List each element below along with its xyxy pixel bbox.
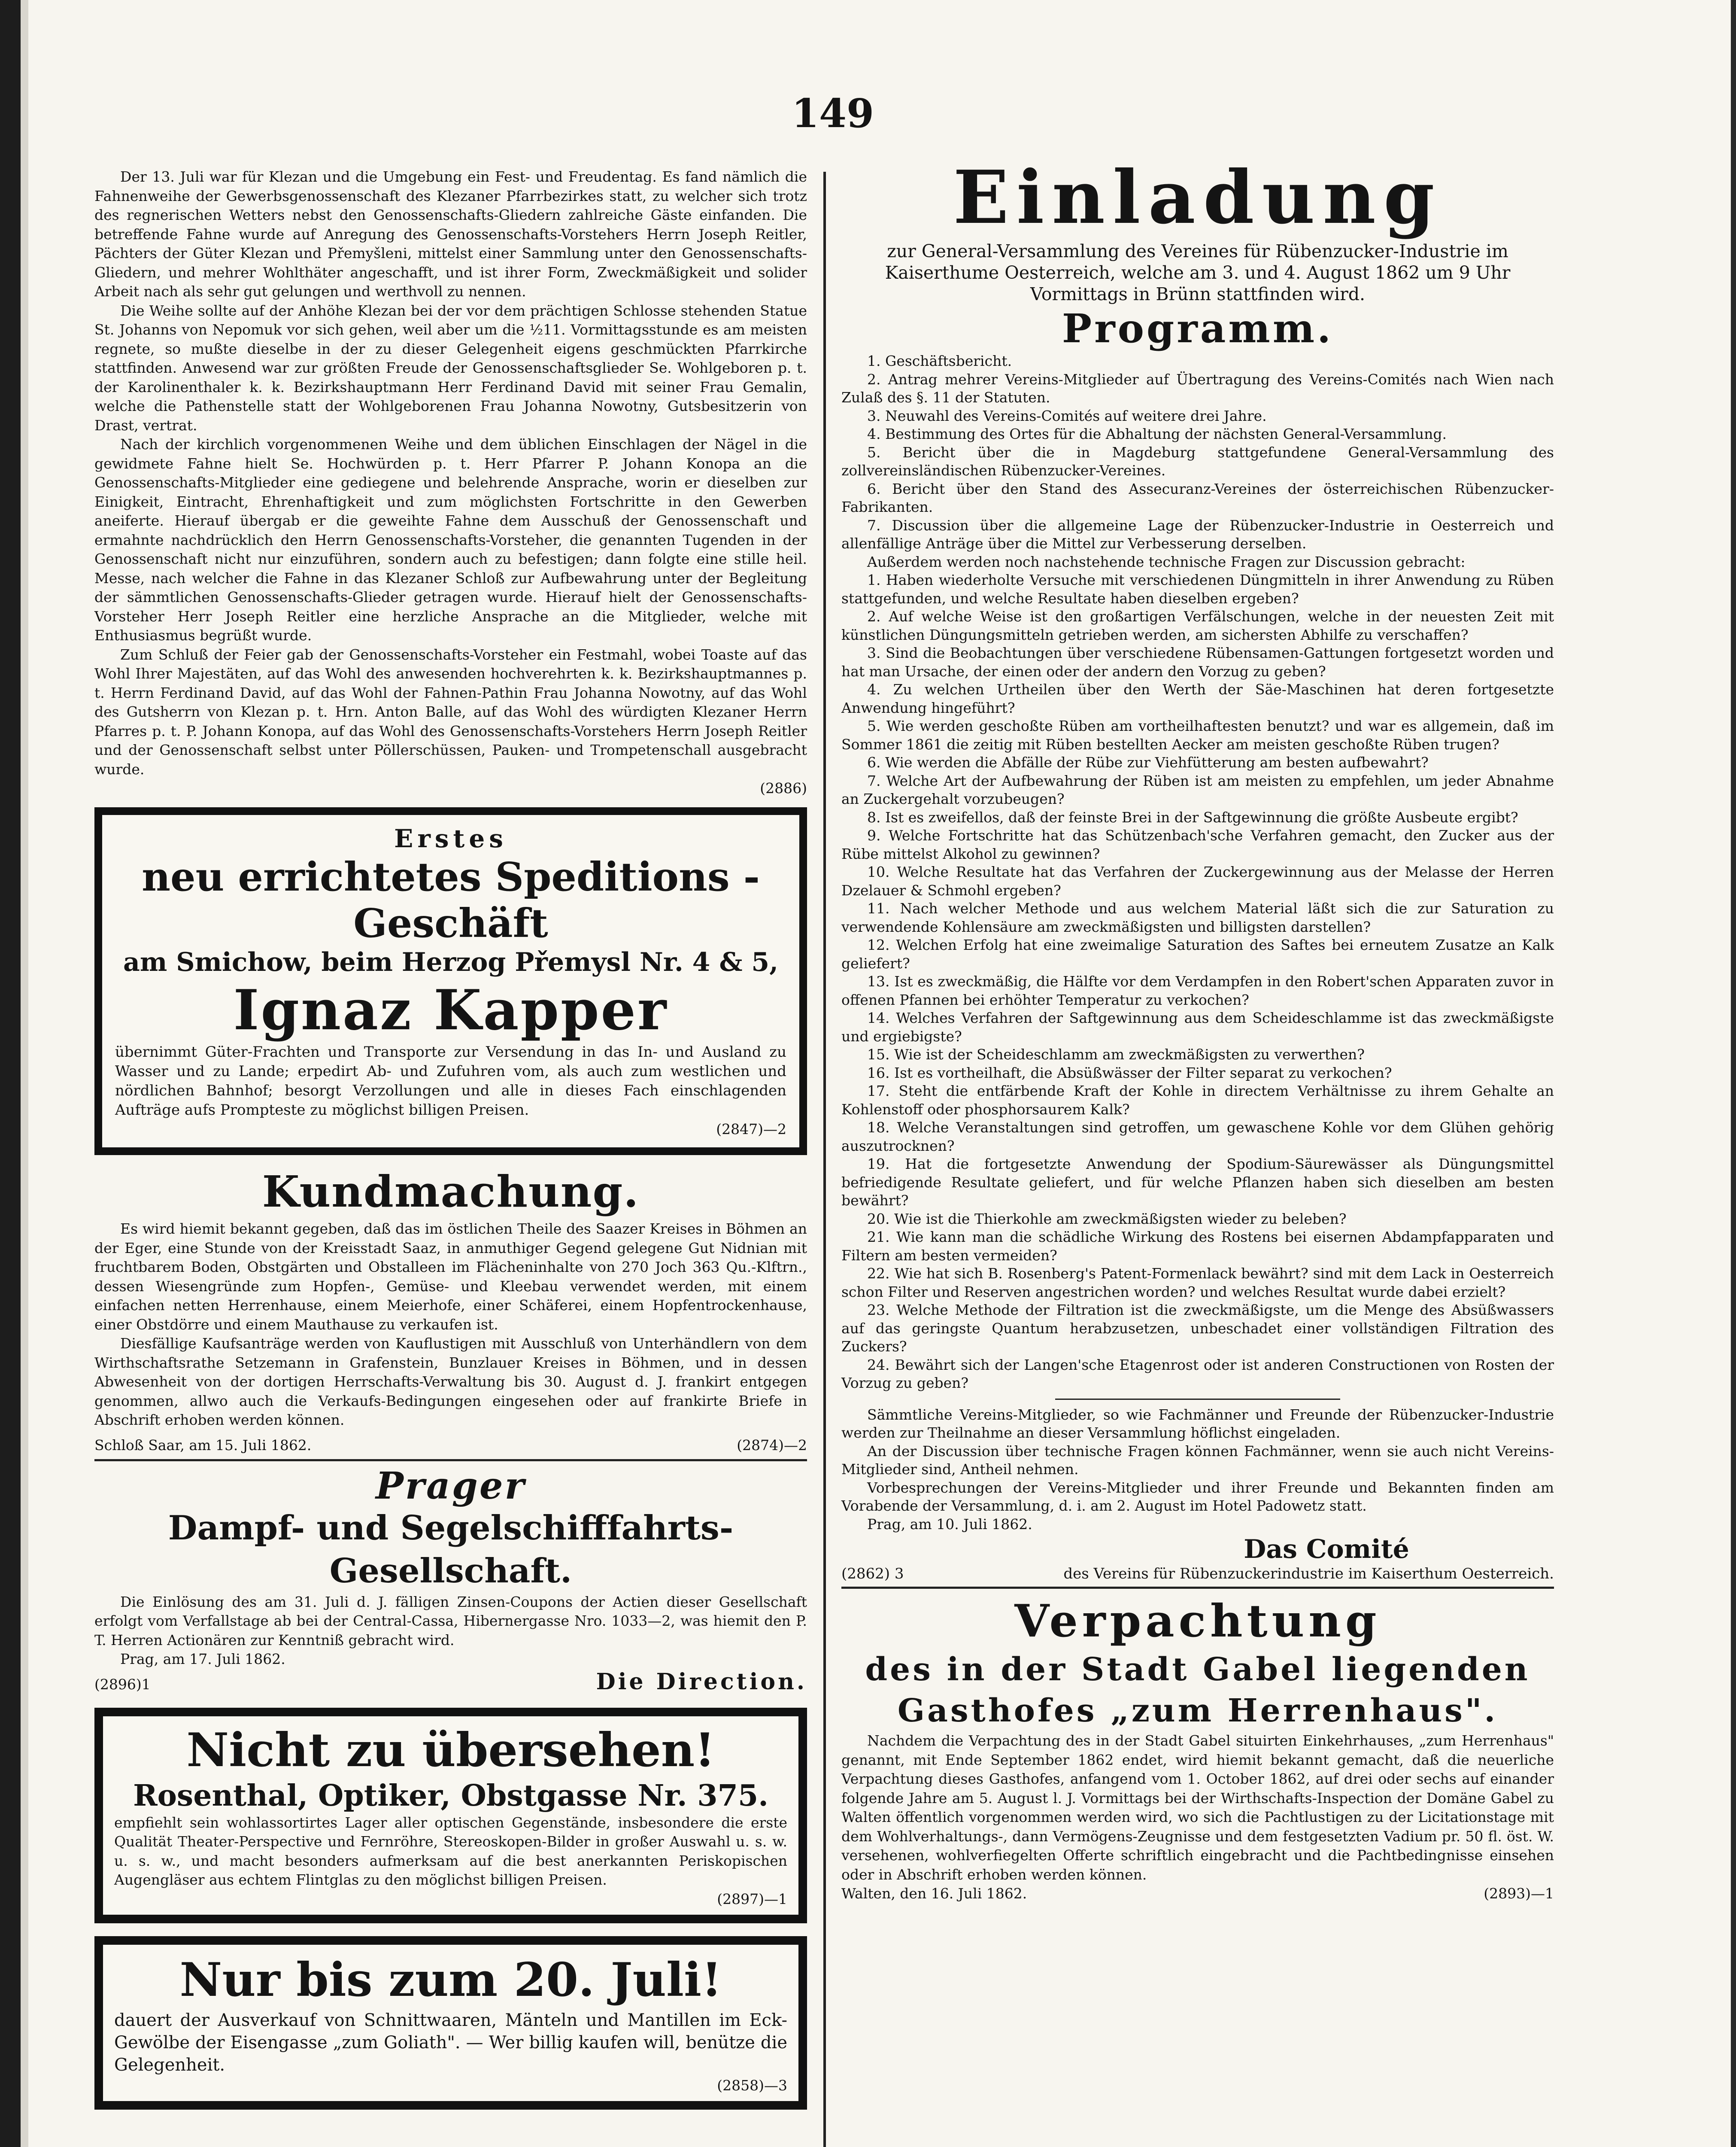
einladung-signature-sub: des Vereins für Rübenzuckerindustrie im Kaiserthum Oesterreich.: [1063, 1565, 1554, 1582]
question-item: 20. Wie ist die Thierkohle am zweckmäßigsten wieder zu beleben?: [867, 1210, 1347, 1227]
kundmachung-ref: (2874)—2: [737, 1436, 807, 1454]
prager-body: Die Einlösung des am 31. Juli d. J. fälligen Zinsen-Coupons der Actien dieser Gesellschaft erfolgt vom Verfallstage ab bei der Central-Cassa, Hibernergasse Nro. 1033—2, was hiemit den P. T. Herren Actionären zur Kenntniß gebracht wird.: [94, 1593, 807, 1648]
article-paragraph: Die Weihe sollte auf der Anhöhe Klezan bei der vor dem prächtigen Schlosse stehenden Statue St. Johanns von Nepomuk vor sich gehen, weil aber um die ½11. Vormittagsstunde es am meisten regnete, so mußte dieselbe in der zu dieser Gelegenheit eigens geschmückten Pfarrkirche stattfinden. Anwesend war zur größten Freude der Genossenschaftsglieder Se. Wohlgeboren p. t. der Karolinenthaler k. k. Bezirkshauptmann Herr Ferdinand David mit seiner Frau Gemalin, welche die Pathenstelle statt der Wohlgeborenen Frau Johanna Nowotny, Gutsbesitzerin von Drast, vertrat.: [94, 302, 807, 434]
article-klezan: [94, 167, 807, 798]
question-item: 2. Auf welche Weise ist den großartigen Verfälschungen, welche in der neuesten Zeit mit künstlichen Düngungsmitteln getrieben werden, am sichersten Abhilfe zu verschaffen?: [841, 608, 1554, 643]
ad-juli: [94, 1936, 807, 2110]
programm-title: Programm.: [1062, 305, 1334, 352]
ad-juli-ref: (2858)—3: [717, 2077, 787, 2094]
einladung-intro: zur General-Versammlung des Vereines für Rübenzucker-Industrie im Kaiserthume Oesterreich, welche am 3. und 4. August 1862 um 9 Uhr Vormittags in Brünn stattfinden wird.: [885, 241, 1511, 304]
divider: [94, 1459, 807, 1461]
ad-rosenthal-title: Nicht zu übersehen!: [186, 1723, 715, 1777]
kundmachung-place: Schloß Saar, am 15. Juli 1862.: [94, 1436, 312, 1454]
question-item: 24. Bewährt sich der Langen'sche Etagenrost oder ist anderen Constructionen von Rosten der Vorzug zu geben?: [841, 1356, 1554, 1391]
article-paragraph: Der 13. Juli war für Klezan und die Umgebung ein Fest- und Freudentag. Es fand nämlich die Fahnenweihe der Gewerbsgenossenschaft des Klezaner Pfarrbezirkes statt, zu welcher sich trotz des regnerischen Wetters nebst den Genossenschafts-Gliedern zahlreiche Gäste einfanden. Die betreffende Fahne wurde auf Anregung des Genossenschafts-Vorstehers Herrn Joseph Reitler, Pächters der Güter Klezan und Přemyšleni, mittelst einer Sammlung unter den Genossenschafts-Gliedern, und mehrer Wohlthäter angeschafft, und ist ihrer Form, Zweckmäßigkeit und solider Arbeit nach als sehr gut gelungen und werthvoll zu nennen.: [94, 168, 807, 300]
programm-item: 6. Bericht über den Stand des Assecuranz-Vereines der österreichischen Rübenzucker-Fabrikanten.: [841, 480, 1554, 515]
question-item: 23. Welche Methode der Filtration ist die zweckmäßigste, um die Menge des Absüßwassers auf das geringste Quantum herabzusetzen, unbeschadet einer vollständigen Filtration des Zuckers?: [841, 1302, 1554, 1355]
ad-kapper-line3: am Smichow, beim Herzog Přemysl Nr. 4 & 5,: [123, 947, 779, 977]
ad-kapper-body: übernimmt Güter-Frachten und Transporte zur Versendung in das In- und Ausland zu Wasser und zu Lande; erpedirt Ab- und Zufuhren vom, als auch zum westlichen und nördlichen Bahnhof; besorgt Verzollungen und alle in dieses Fach einschlagenden Aufträge aufs Prompteste zu möglichst billigen Preisen.: [115, 1043, 786, 1119]
scan-edge-inner: [21, 0, 28, 2147]
programm-item: 5. Bericht über die in Magdeburg stattgefundene General-Versammlung des zollvereinsländischen Rübenzucker-Vereines.: [841, 444, 1554, 479]
kundmachung: [94, 1164, 807, 1461]
ad-juli-body: dauert der Ausverkauf von Schnittwaaren, Mänteln und Mantillen im Eck-Gewölbe der Eisengasse „zum Goliath". — Wer billig kaufen will, benütze die Gelegenheit.: [114, 2010, 787, 2075]
ad-kapper: [94, 807, 807, 1155]
question-item: 14. Welches Verfahren der Saftgewinnung aus dem Scheideschlamme ist das zweckmäßigste und ergiebigste?: [841, 1010, 1554, 1045]
kundmachung-paragraph: Diesfällige Kaufsanträge werden von Kauflustigen mit Ausschluß von Unterhändlern von dem Wirthschaftsrathe Setzemann in Grafenstein, Bunzlauer Kreises in Böhmen, und in dessen Abwesenheit von der dortigen Herrschafts-Verwaltung bis 30. August d. J. frankirt entgegen genommen, allwo auch die Verkaufs-Bedingungen eingesehen oder auf frankirte Briefe in Abschrift erhoben werden können.: [94, 1335, 807, 1428]
ad-rosenthal-subtitle: Rosenthal, Optiker, Obstgasse Nr. 375.: [133, 1778, 768, 1813]
einladung-ref: (2862) 3: [841, 1565, 904, 1582]
scan-edge-right: [1731, 0, 1736, 2147]
article-paragraph: Zum Schluß der Feier gab der Genossenschafts-Vorsteher ein Festmahl, wobei Toaste auf das Wohl Ihrer Majestäten, auf das Wohl des anwesenden hochverehrten k. k. Bezirkshauptmannes p. t. Herrn Ferdinand David, auf das Wohl der Fahnen-Pathin Frau Johanna Nowotny, auf das Wohl des Gutsherrn von Klezan p. t. Hrn. Anton Balle, auf das Wohl des würdigten Klezaner Herrn Pfarres p. t. P. Johann Konopa, auf das Wohl des Genossenschafts-Vorstehers Herrn Joseph Reitler und der Genossenschaft selbst unter Pöllerschüssen, Pauken- und Trompetenschall ausgebracht wurde.: [94, 646, 807, 778]
closing-paragraph: Sämmtliche Vereins-Mitglieder, so wie Fachmänner und Freunde der Rübenzucker-Industrie werden zur Theilnahme an dieser Versammlung höflichst eingeladen.: [841, 1406, 1554, 1441]
question-item: 10. Welche Resultate hat das Verfahren der Zuckergewinnung aus der Melasse der Herren Dzelauer & Schmohl ergeben?: [841, 864, 1554, 899]
page-number: 149: [791, 90, 874, 137]
left-column: [94, 167, 807, 2110]
article-paragraph: Nach der kirchlich vorgenommenen Weihe und dem üblichen Einschlagen der Nägel in die gewidmete Fahne hielt Se. Hochwürden p. t. Herr Pfarrer P. Johann Konopa an die Genossenschafts-Mitglieder eine gediegene und belehrende Ansprache, worin er dieselben zur Einigkeit, Eintracht, Ehrenhaftigkeit und zum möglichsten Fortschritte in den Gewerben aneiferte. Hierauf übergab er die geweihte Fahne dem Ausschuß der Genossenschaft und ermahnte nachdrücklich den Herrn Genossenschafts-Vorsteher, die genannten Tugenden in der Genossenschaft nicht nur einzuführen, sondern auch zu befestigen; dann folgte eine stille heil. Messe, nach welcher die Fahne in das Klezaner Schloß zur Aufbewahrung unter der Begleitung der sämmtlichen Genossenschafts-Glieder getragen wurde. Hierauf hielt der Genossenschafts-Vorsteher Herr Joseph Reitler eine herzliche Ansprache an die Mitglieder, welche mit Enthusiasmus begrüßt wurde.: [94, 436, 807, 644]
verpachtung-ref-row: [841, 1884, 1554, 1903]
kundmachung-ref-row: [94, 1436, 807, 1455]
verpachtung-ref: (2893)—1: [1484, 1885, 1554, 1902]
einladung-signature: Das Comité: [1244, 1534, 1409, 1564]
question-item: 17. Steht die entfärbende Kraft der Kohle in directem Verhältnisse zu ihrem Gehalte an Kohlenstoff oder phosphorsaurem Kalk?: [841, 1083, 1554, 1118]
ad-kapper-line1: Erstes: [394, 824, 507, 853]
programm-item: 1. Geschäftsbericht.: [867, 353, 1012, 369]
ad-rosenthal-body: empfiehlt sein wohlassortirtes Lager aller optischen Gegenstände, insbesondere die erste Qualität Theater-Perspective und Fernröhre, Stereoskopen-Bilder in großer Auswahl u. s. w. u. s. w., und macht besonders aufmerksam auf die best anerkannten Periskopischen Augengläser aus echtem Flintglas zu den möglichst billigen Preisen.: [114, 1814, 787, 1888]
right-column: [841, 155, 1554, 1903]
einladung-place: Prag, am 10. Juli 1862.: [867, 1515, 1032, 1533]
question-item: 4. Zu welchen Urtheilen über den Werth der Säe-Maschinen hat deren fortgesetzte Anwendung hingeführt?: [841, 681, 1554, 716]
programm-list: [841, 352, 1554, 1393]
kundmachung-paragraph: Es wird hiemit bekannt gegeben, daß das im östlichen Theile des Saazer Kreises in Böhmen an der Eger, eine Stunde von der Kreisstadt Saaz, in anmuthiger Gegend gelegene Gut Nidnian mit fruchtbarem Boden, Obstgärten und Obstalleen im Flächeninhalte von 270 Joch 363 Qu.-Klftrn., dessen Wiesengründe zum Hopfen-, Gemüse- und Kleebau verwendet werden, mit einem einfachen netten Herrenhause, einem Meierhofe, einer Schäferei, einem Hopfentrockenhause, einer Obstdörre und einem Mauthause zu verkaufen ist.: [94, 1220, 807, 1333]
article-ref-row: [94, 779, 807, 798]
article-ref: (2886): [760, 780, 807, 797]
ad-kapper-ref: (2847)—2: [716, 1121, 786, 1137]
verpachtung-subtitle: des in der Stadt Gabel liegenden Gasthofes „zum Herrenhaus".: [865, 1651, 1530, 1729]
prager-notice: [94, 1466, 807, 1695]
programm-item: 3. Neuwahl des Vereins-Comités auf weitere drei Jahre.: [867, 407, 1267, 424]
question-item: 19. Hat die fortgesetzte Anwendung der Spodium-Säurewässer als Düngungsmittel befriedigende Resultate geliefert, und für welche Pflanzen haben sich dieselben am besten bewährt?: [841, 1156, 1554, 1209]
programm-item: 4. Bestimmung des Ortes für die Abhaltung der nächsten General-Versammlung.: [867, 426, 1447, 442]
question-item: 15. Wie ist der Scheideschlamm am zweckmäßigsten zu verwerthen?: [867, 1046, 1365, 1063]
verpachtung-place: Walten, den 16. Juli 1862.: [841, 1885, 1027, 1902]
verpachtung-body: Nachdem die Verpachtung des in der Stadt Gabel situirten Einkehrhauses, „zum Herrenhaus" genannt, mit Ende September 1862 endet, wird hiemit bekannt gemacht, daß die neuerliche Verpachtung dieses Gasthofes, anfangend vom 1. October 1862, auf drei oder sechs auf einander folgende Jahre am 5. August l. J. Vormittags bei der Wirthschafts-Inspection der Domäne Gabel zu Walten öffentlich vorgenommen werden wird, wo sich die Pachtlustigen zu der Licitationstage mit dem Wohlverhaltungs-, dann Vermögens-Zeugnisse und dem festgesetzten Vadium pr. 50 fl. öst. W. versehenen, wohlverfiegelten Offerte schriftlich eingebracht und die Pachtbedingnisse einsehen oder in Abschrift erhoben werden können.: [841, 1732, 1554, 1883]
ad-rosenthal-ref: (2897)—1: [717, 1890, 787, 1907]
question-item: 1. Haben wiederholte Versuche mit verschiedenen Düngmitteln in ihrer Anwendung zu Rüben stattgefunden, und welche Resultate haben dieselben ergeben?: [841, 572, 1554, 607]
question-item: 12. Welchen Erfolg hat eine zweimalige Saturation des Saftes bei erneutem Zusatze an Kalk geliefert?: [841, 937, 1554, 972]
question-item: 6. Wie werden die Abfälle der Rübe zur Viehfütterung am besten aufbewahrt?: [867, 754, 1429, 771]
verpachtung: [841, 1593, 1554, 1903]
ad-kapper-line2: neu errichtetes Speditions - Geschäft: [142, 854, 760, 946]
einladung-ref-row: [841, 1565, 1554, 1582]
column-divider: [823, 172, 826, 2147]
kundmachung-title: Kundmachung.: [262, 1166, 640, 1217]
ad-rosenthal-ref-row: [114, 1890, 787, 1909]
programm-item: 2. Antrag mehrer Vereins-Mitglieder auf Übertragung des Vereins-Comités nach Wien nach Zulaß des §. 11 der Statuten.: [841, 371, 1554, 406]
question-item: 3. Sind die Beobachtungen über verschiedene Rübensamen-Gattungen fortgesetzt worden und hat man Ursache, der einen oder der andern den Vorzug zu geben?: [841, 645, 1554, 680]
question-item: 18. Welche Veranstaltungen sind getroffen, um gewaschene Kohle vor dem Glühen gehörig auszutrocknen?: [841, 1119, 1554, 1154]
ad-juli-title: Nur bis zum 20. Juli!: [179, 1952, 722, 2007]
closing-paragraph: An der Discussion über technische Fragen können Fachmänner, wenn sie auch nicht Vereins-Mitglieder sind, Antheil nehmen.: [841, 1442, 1554, 1478]
ad-kapper-ref-row: [115, 1120, 786, 1139]
question-item: 9. Welche Fortschritte hat das Schützenbach'sche Verfahren gemacht, den Zucker aus der Rübe mittelst Alkohol zu gewinnen?: [841, 827, 1554, 862]
closing-paragraph: Vorbesprechungen der Vereins-Mitglieder und ihrer Freunde und Bekannten finden am Vorabende der Versammlung, d. i. am 2. August im Hotel Padowetz statt.: [841, 1479, 1554, 1514]
prager-signature-row: [94, 1669, 807, 1695]
question-item: 5. Wie werden geschoßte Rüben am vortheilhaftesten benutzt? und war es allgemein, daß im Sommer 1861 die zeitig mit Rüben bestellten Aecker am meisten geschoßte Rüben trugen?: [841, 718, 1554, 753]
question-item: 22. Wie hat sich B. Rosenberg's Patent-Formenlack bewährt? sind mit dem Lack in Oesterreich schon Filter und Reserven angestrichen worden? und welches Resultat wurde dabei erzielt?: [841, 1265, 1554, 1300]
ad-rosenthal: [94, 1708, 807, 1923]
prager-ref: (2896)1: [94, 1676, 151, 1693]
question-item: 16. Ist es vortheilhaft, die Absüßwässer der Filter separat zu verkochen?: [867, 1064, 1392, 1081]
ad-kapper-name: Ignaz Kapper: [233, 978, 668, 1043]
einladung: [841, 155, 1554, 1589]
verpachtung-title: Verpachtung: [1014, 1594, 1381, 1647]
question-item: 7. Welche Art der Aufbewahrung der Rüben ist am meisten zu empfehlen, um jeder Abnahme an Zuckergehalt vorzubeugen?: [841, 772, 1554, 807]
question-item: 11. Nach welcher Methode und aus welchem Material läßt sich die zur Saturation zu verwendende Kohlensäure am zweckmäßigsten und billigsten darstellen?: [841, 900, 1554, 935]
divider: [1055, 1399, 1340, 1400]
ad-juli-ref-row: [114, 2076, 787, 2095]
question-item: 13. Ist es zweckmäßig, die Hälfte vor dem Verdampfen in den Robert'schen Apparaten zuvor in offenen Pfannen bei erhöhter Temperatur zu verkochen?: [841, 973, 1554, 1008]
divider: [841, 1587, 1554, 1589]
scan-edge-left: [0, 0, 21, 2147]
prager-signature: Die Direction.: [596, 1668, 807, 1695]
programm-item: 7. Discussion über die allgemeine Lage der Rübenzucker-Industrie in Oesterreich und allenfällige Anträge über die Mittel zur Verbesserung derselben.: [841, 517, 1554, 552]
question-item: 21. Wie kann man die schädliche Wirkung des Rostens bei eisernen Abdampfapparaten und Filtern am besten vermeiden?: [841, 1229, 1554, 1264]
prager-place: Prag, am 17. Juli 1862.: [120, 1651, 285, 1667]
prager-title: Prager: [376, 1464, 526, 1508]
question-item: 8. Ist es zweifellos, daß der feinste Brei in der Saftgewinnung die größte Ausbeute ergibt?: [867, 809, 1518, 826]
programm-item: Außerdem werden noch nachstehende technische Fragen zur Discussion gebracht:: [867, 553, 1466, 570]
einladung-closing: [841, 1406, 1554, 1534]
einladung-title: Einladung: [953, 155, 1442, 240]
prager-subtitle: Dampf- und Segelschifffahrts-Gesellschaft.: [168, 1508, 734, 1590]
